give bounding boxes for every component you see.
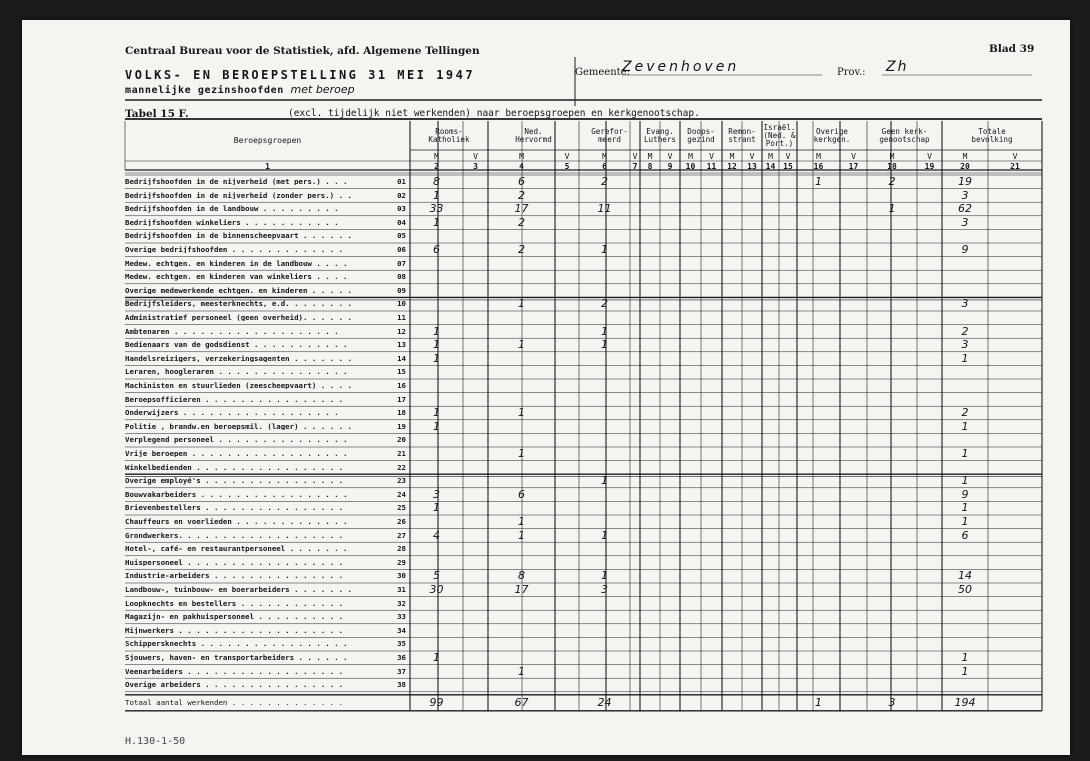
column-number: 21 <box>1010 162 1020 171</box>
count-cell: 1 <box>433 501 440 515</box>
count-cell: 14 <box>958 569 972 583</box>
group-header-8: Overige kerkgen. <box>813 127 851 145</box>
row-label: Bedrijfshoofden winkeliers . . . . . . . . . . . <box>125 218 339 227</box>
row-number: 05 <box>397 231 406 241</box>
column-number: 10 <box>685 162 696 171</box>
count-cell: 1 <box>433 419 440 433</box>
row-label: Schippersknechts . . . . . . . . . . . . . . . . . <box>125 640 348 648</box>
row-number: 04 <box>397 217 406 227</box>
group-header-6: Remon- strant <box>728 127 756 145</box>
column-number: 7 <box>632 162 638 171</box>
male-header: M <box>962 152 968 161</box>
female-header: V <box>1012 152 1018 161</box>
count-cell: 1 <box>518 338 525 352</box>
count-cell: 1 <box>518 515 525 528</box>
column-number: 18 <box>887 162 897 171</box>
male-header: M <box>816 152 821 161</box>
count-cell: 6 <box>518 175 525 188</box>
count-cell: 1 <box>433 651 440 664</box>
row-label: Administratief personeel (geen overheid). . . . . . <box>125 314 352 322</box>
count-cell: 4 <box>433 528 440 542</box>
census-title: VOLKS- EN BEROEPSTELLING 31 MEI 1947 <box>125 68 476 82</box>
male-header: M <box>647 152 653 161</box>
count-cell: 5 <box>433 569 440 583</box>
group-header-2: Ned. Hervormd <box>515 127 552 145</box>
column-number: 20 <box>960 162 970 171</box>
row-label: Industrie-arbeiders . . . . . . . . . . . . . . . <box>125 572 344 580</box>
row-label: Mijnwerkers . . . . . . . . . . . . . . . . . . . <box>125 626 344 635</box>
table-number: Tabel 15 F. <box>125 108 189 120</box>
count-cell: 1 <box>961 351 969 365</box>
row-label: Leraren, hoogleraren . . . . . . . . . . . . . . . <box>125 368 348 376</box>
count-cell: 1 <box>433 351 440 365</box>
row-number: 31 <box>397 585 406 594</box>
count-cell: 1 <box>601 569 608 583</box>
count-cell: 1 <box>888 202 896 216</box>
total-cell: 99 <box>429 695 444 709</box>
count-cell: 1 <box>601 324 608 338</box>
row-label: Overige medewerkende echtgen. en kinderen . . . . . <box>125 286 352 295</box>
count-cell: 11 <box>597 202 612 216</box>
row-number: 07 <box>397 258 406 268</box>
row-number: 25 <box>397 503 406 513</box>
row-number: 03 <box>397 204 406 214</box>
count-cell: 1 <box>961 447 969 460</box>
count-cell: 3 <box>433 487 440 501</box>
row-number: 26 <box>397 517 406 526</box>
row-number: 01 <box>397 177 406 186</box>
row-label: Magazijn- en pakhuispersoneel . . . . . . . . . . <box>125 613 344 621</box>
male-header: M <box>434 152 439 161</box>
female-header: V <box>785 152 791 161</box>
count-cell: 1 <box>961 651 969 664</box>
row-label: Medew. echtgen. en kinderen van winkeliers . . . . <box>125 273 348 281</box>
row-number: 22 <box>397 462 406 472</box>
male-header: M <box>688 152 693 161</box>
count-cell: 1 <box>601 243 608 256</box>
count-cell: 1 <box>433 406 440 420</box>
table-description: (excl. tijdelijk niet werkenden) naar beroepsgroepen en kerkgenootschap. <box>288 108 700 119</box>
row-header-title: Beroepsgroepen <box>233 136 302 145</box>
count-cell: 9 <box>961 487 969 501</box>
count-cell: 33 <box>429 202 444 216</box>
male-header: M <box>519 152 524 161</box>
group-header-1: Rooms- Katholiek <box>428 127 470 145</box>
row-number: 06 <box>397 245 406 254</box>
count-cell: 9 <box>961 243 969 256</box>
row-label: Beroepsofficieren . . . . . . . . . . . . . . . . <box>125 395 344 403</box>
row-number: 16 <box>397 381 406 390</box>
female-header: V <box>632 152 638 161</box>
female-header: V <box>927 152 932 161</box>
row-label: Bedrijfshoofden in de nijverheid (met pers.) . . . <box>125 178 348 186</box>
column-number: 12 <box>727 162 737 171</box>
count-cell: 2 <box>601 175 608 188</box>
male-header: M <box>768 152 773 161</box>
female-header: V <box>564 152 570 161</box>
form-code: H.130-1-50 <box>125 736 186 747</box>
female-header: V <box>667 152 673 161</box>
count-cell: 17 <box>514 583 529 596</box>
count-cell: 1 <box>815 175 822 188</box>
row-number: 18 <box>397 408 406 418</box>
count-cell: 3 <box>961 297 969 311</box>
row-label: Machinisten en stuurlieden (zeescheepvaart) . . . . <box>125 382 352 390</box>
subtitle-handwritten: met beroep <box>290 83 355 96</box>
row-number: 10 <box>397 299 406 309</box>
row-number: 02 <box>397 190 406 200</box>
total-cell: 194 <box>954 695 976 709</box>
female-header: V <box>851 152 856 161</box>
row-label: Landbouw-, tuinbouw- en boerarbeiders . . . . . . . <box>125 586 352 594</box>
row-label: Winkelbedienden . . . . . . . . . . . . . . . . . <box>125 463 344 471</box>
row-number: 12 <box>397 326 406 336</box>
column-number: 14 <box>765 162 776 171</box>
row-number: 21 <box>397 449 406 458</box>
subtitle-printed: mannelijke gezinshoofden <box>125 85 284 96</box>
province-label: Prov.: <box>837 67 866 78</box>
count-cell: 1 <box>961 664 969 678</box>
gemeente-label: Gemeente: <box>575 67 630 78</box>
count-cell: 1 <box>518 406 525 420</box>
row-number: 19 <box>397 421 406 431</box>
column-number: 15 <box>783 162 793 171</box>
column-number: 5 <box>564 162 570 171</box>
row-label: Verplegend personeel . . . . . . . . . . . . . . . <box>125 436 348 444</box>
row-number: 32 <box>397 598 406 608</box>
group-header-5: Doops- gezind <box>687 127 715 145</box>
count-cell: 1 <box>961 501 969 515</box>
row-label: Politie , brandw.en beroepsmil. (lager) . . . . . . <box>125 422 352 431</box>
row-number: 23 <box>397 476 406 486</box>
count-cell: 3 <box>961 338 969 352</box>
male-header: M <box>729 152 735 161</box>
row-label: Onderwijzers . . . . . . . . . . . . . . . . . . <box>125 409 339 417</box>
row-number: 29 <box>397 557 406 567</box>
row-label: Loopknechts en bestellers . . . . . . . . . . . . <box>125 599 344 607</box>
row-number: 33 <box>397 612 406 622</box>
count-cell: 2 <box>518 243 525 256</box>
row-label: Huispersoneel . . . . . . . . . . . . . . . . . . <box>125 558 344 567</box>
row-label: Bedienaars van de godsdienst . . . . . . . . . . . <box>125 341 348 349</box>
column-number: 4 <box>519 162 524 171</box>
count-cell: 6 <box>518 487 525 501</box>
row-label: Brievenbestellers . . . . . . . . . . . . . . . . <box>125 504 344 512</box>
count-cell: 1 <box>433 324 440 338</box>
count-cell: 1 <box>961 419 969 433</box>
row-number: 38 <box>397 680 406 690</box>
count-cell: 1 <box>601 528 608 542</box>
row-label: Ambtenaren . . . . . . . . . . . . . . . . . . . <box>125 327 339 335</box>
column-number: 2 <box>434 162 439 171</box>
row-label: Overige arbeiders . . . . . . . . . . . . . . . . <box>125 681 344 689</box>
total-cell: 67 <box>514 695 529 709</box>
column-number: 3 <box>473 162 478 171</box>
count-cell: 1 <box>961 515 969 528</box>
count-cell: 19 <box>958 175 972 188</box>
column-number: 16 <box>813 162 824 171</box>
row-label: Bouwvakarbeiders . . . . . . . . . . . . . . . . . <box>125 490 348 499</box>
count-cell: 1 <box>601 474 608 488</box>
row-label: Grondwerkers. . . . . . . . . . . . . . . . . . . <box>125 531 344 539</box>
count-cell: 2 <box>518 215 525 229</box>
count-cell: 2 <box>961 406 969 420</box>
bureau-heading: Centraal Bureau voor de Statistiek, afd. Algemene Tellingen <box>125 45 480 57</box>
gemeente-value: Zevenhoven <box>622 59 740 75</box>
count-cell: 6 <box>433 243 440 256</box>
female-header: V <box>709 152 714 161</box>
row-label: Hotel-, café- en restaurantpersoneel . . . . . . . <box>125 545 348 553</box>
column-number: 1 <box>265 162 270 171</box>
column-number: 11 <box>706 162 717 171</box>
row-number: 09 <box>397 285 406 295</box>
count-cell: 1 <box>433 215 440 229</box>
count-cell: 1 <box>601 338 608 352</box>
count-cell: 8 <box>518 569 525 583</box>
count-cell: 1 <box>518 447 525 460</box>
row-number: 34 <box>397 625 406 635</box>
count-cell: 1 <box>518 664 525 678</box>
row-number: 30 <box>397 571 406 581</box>
group-header-3: Gerefor- meerd <box>591 127 628 145</box>
row-number: 37 <box>397 666 406 676</box>
column-number: 9 <box>667 162 673 171</box>
count-cell: 1 <box>518 528 525 542</box>
row-label: Vrije beroepen . . . . . . . . . . . . . . . . . . <box>125 450 348 458</box>
row-number: 17 <box>397 394 406 404</box>
total-cell: 24 <box>597 695 612 709</box>
count-cell: 1 <box>518 297 525 311</box>
group-header-7: Israël. (Ned. & Port.) <box>763 123 796 149</box>
count-cell: 1 <box>433 188 440 202</box>
column-number: 19 <box>924 162 935 171</box>
row-number: 36 <box>397 653 406 662</box>
count-cell: 6 <box>961 528 969 542</box>
column-number: 13 <box>747 162 757 171</box>
count-cell: 2 <box>518 188 525 202</box>
count-cell: 2 <box>961 324 969 338</box>
count-cell: 2 <box>888 175 896 188</box>
count-cell: 50 <box>958 583 972 596</box>
group-header-10: Totale bevolking <box>971 127 1013 145</box>
row-label: Handelsreizigers, verzekeringsagenten . . . . . . . <box>125 354 352 363</box>
count-cell: 62 <box>958 202 972 216</box>
count-cell: 17 <box>514 202 529 216</box>
row-label: Bedrijfsleiders, meesterknechts, e.d. . . . . . . . <box>125 300 352 308</box>
female-header: V <box>473 152 478 161</box>
count-cell: 2 <box>601 297 608 311</box>
row-label: Veenarbeiders . . . . . . . . . . . . . . . . . . <box>125 667 344 675</box>
row-label: Overige bedrijfshoofden . . . . . . . . . . . . . <box>125 246 344 254</box>
province-value: Zh <box>886 59 909 75</box>
row-label: Sjouwers, haven- en transportarbeiders . . . . . . <box>125 654 348 662</box>
row-number: 20 <box>397 435 406 445</box>
group-header-4: Evang. Luthers <box>643 127 676 145</box>
row-label: Bedrijfshoofden in de nijverheid (zonder pers.) . . <box>125 191 352 199</box>
count-cell: 1 <box>961 474 969 488</box>
row-number: 15 <box>397 367 406 377</box>
male-header: M <box>602 152 607 161</box>
column-number: 6 <box>602 162 607 171</box>
female-header: V <box>749 152 755 161</box>
count-cell: 30 <box>429 583 444 596</box>
count-cell: 3 <box>961 188 969 202</box>
total-cell: 3 <box>888 695 896 709</box>
group-header-9: Geen kerk- genootschap <box>879 127 930 145</box>
count-cell: 3 <box>961 215 969 229</box>
column-number: 17 <box>848 162 859 171</box>
row-label: Medew. echtgen. en kinderen in de landbouw . . . . <box>125 259 348 267</box>
total-label: Totaal aantal werkenden . . . . . . . . . . . . . <box>125 697 344 707</box>
row-number: 28 <box>397 544 406 554</box>
row-number: 35 <box>397 639 406 649</box>
row-number: 24 <box>397 489 406 499</box>
count-cell: 8 <box>433 175 440 188</box>
male-header: M <box>889 152 895 161</box>
row-label: Bedrijfshoofden in de landbouw . . . . . . . . . <box>125 205 339 213</box>
census-form-sheet <box>22 20 1070 755</box>
page-number: Blad 39 <box>989 43 1035 55</box>
row-number: 08 <box>397 272 406 282</box>
count-cell: 1 <box>433 338 440 352</box>
row-label: Chauffeurs en voerlieden . . . . . . . . . . . . . <box>125 518 348 526</box>
row-number: 13 <box>397 340 406 350</box>
row-label: Overige employé's . . . . . . . . . . . . . . . . <box>125 477 344 485</box>
column-number: 8 <box>647 162 653 171</box>
row-number: 27 <box>397 530 406 540</box>
total-cell: 1 <box>815 695 822 709</box>
count-cell: 3 <box>601 583 608 596</box>
row-number: 14 <box>397 353 406 363</box>
row-label: Bedrijfshoofden in de binnenscheepvaart . . . . . . <box>125 232 352 240</box>
row-number: 11 <box>397 313 406 322</box>
